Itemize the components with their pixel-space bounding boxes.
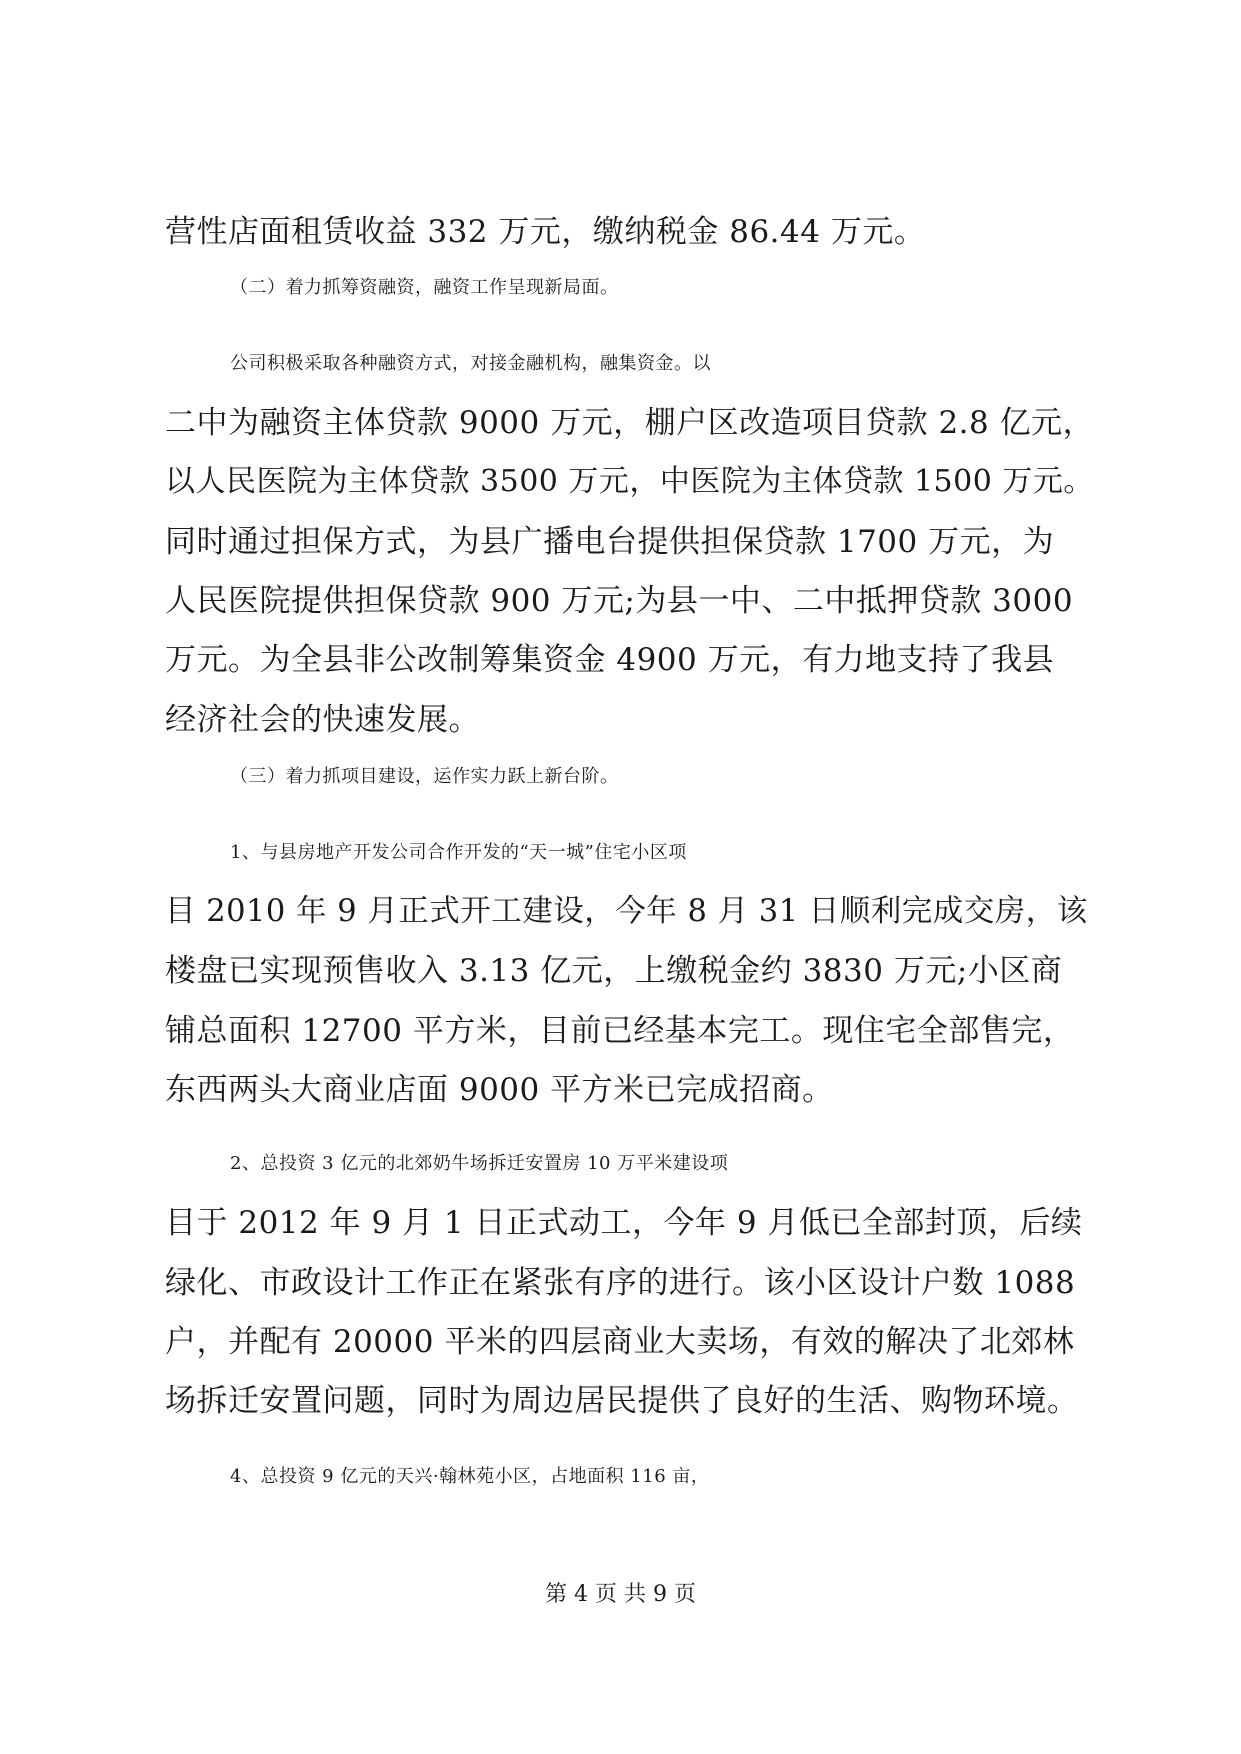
- page-footer: 第 4 页 共 9 页: [545, 1582, 696, 1607]
- paragraph-line-7: 人民医院提供担保贷款 900 万元;为县一中、二中抵押贷款 3000: [165, 583, 1074, 619]
- section-heading-3: （三）着力抓项目建设，运作实力跃上新台阶。: [230, 766, 619, 787]
- section-heading-2: （二）着力抓筹资融资，融资工作呈现新局面。: [230, 277, 619, 298]
- paragraph-line-18: 绿化、市政设计工作正在紧张有序的进行。该小区设计户数 1088: [165, 1265, 1076, 1301]
- paragraph-line-3: 公司积极采取各种融资方式，对接金融机构，融集资金。以: [230, 353, 711, 374]
- paragraph-line-8: 万元。为全县非公改制筹集资金 4900 万元，有力地支持了我县: [165, 642, 1055, 678]
- paragraph-line-12: 目 2010 年 9 月正式开工建设，今年 8 月 31 日顺利完成交房，该: [165, 894, 1088, 929]
- paragraph-line-17: 目于 2012 年 9 月 1 日正式动工，今年 9 月低已全部封顶，后续: [165, 1205, 1083, 1241]
- paragraph-line-5: 以人民医院为主体贷款 3500 万元，中医院为主体贷款 1500 万元。: [165, 464, 1094, 499]
- paragraph-line-16: 2、总投资 3 亿元的北郊奶牛场拆迁安置房 10 万平米建设项: [230, 1153, 729, 1174]
- paragraph-line-19: 户，并配有 20000 平米的四层商业大卖场，有效的解决了北郊林: [165, 1324, 1075, 1360]
- paragraph-line-20: 场拆迁安置问题，同时为周边居民提供了良好的生活、购物环境。: [165, 1383, 1079, 1419]
- paragraph-line-13: 楼盘已实现预售收入 3.13 亿元，上缴税金约 3830 万元;小区商: [165, 953, 1063, 989]
- paragraph-line-14: 铺总面积 12700 平方米，目前已经基本完工。现住宅全部售完，: [165, 1013, 1075, 1049]
- paragraph-line-11: 1、与县房地产开发公司合作开发的“天一城”住宅小区项: [230, 842, 687, 863]
- paragraph-line-1: 营性店面租赁收益 332 万元，缴纳税金 86.44 万元。: [165, 214, 926, 250]
- paragraph-line-4: 二中为融资主体贷款 9000 万元，棚户区改造项目贷款 2.8 亿元，: [165, 405, 1095, 441]
- paragraph-line-15: 东西两头大商业店面 9000 平方米已完成招商。: [165, 1072, 834, 1108]
- paragraph-line-21: 4、总投资 9 亿元的天兴·翰林苑小区，占地面积 116 亩，: [230, 1466, 710, 1487]
- paragraph-line-6: 同时通过担保方式，为县广播电台提供担保贷款 1700 万元，为: [165, 524, 1055, 560]
- paragraph-line-9: 经济社会的快速发展。: [165, 702, 480, 738]
